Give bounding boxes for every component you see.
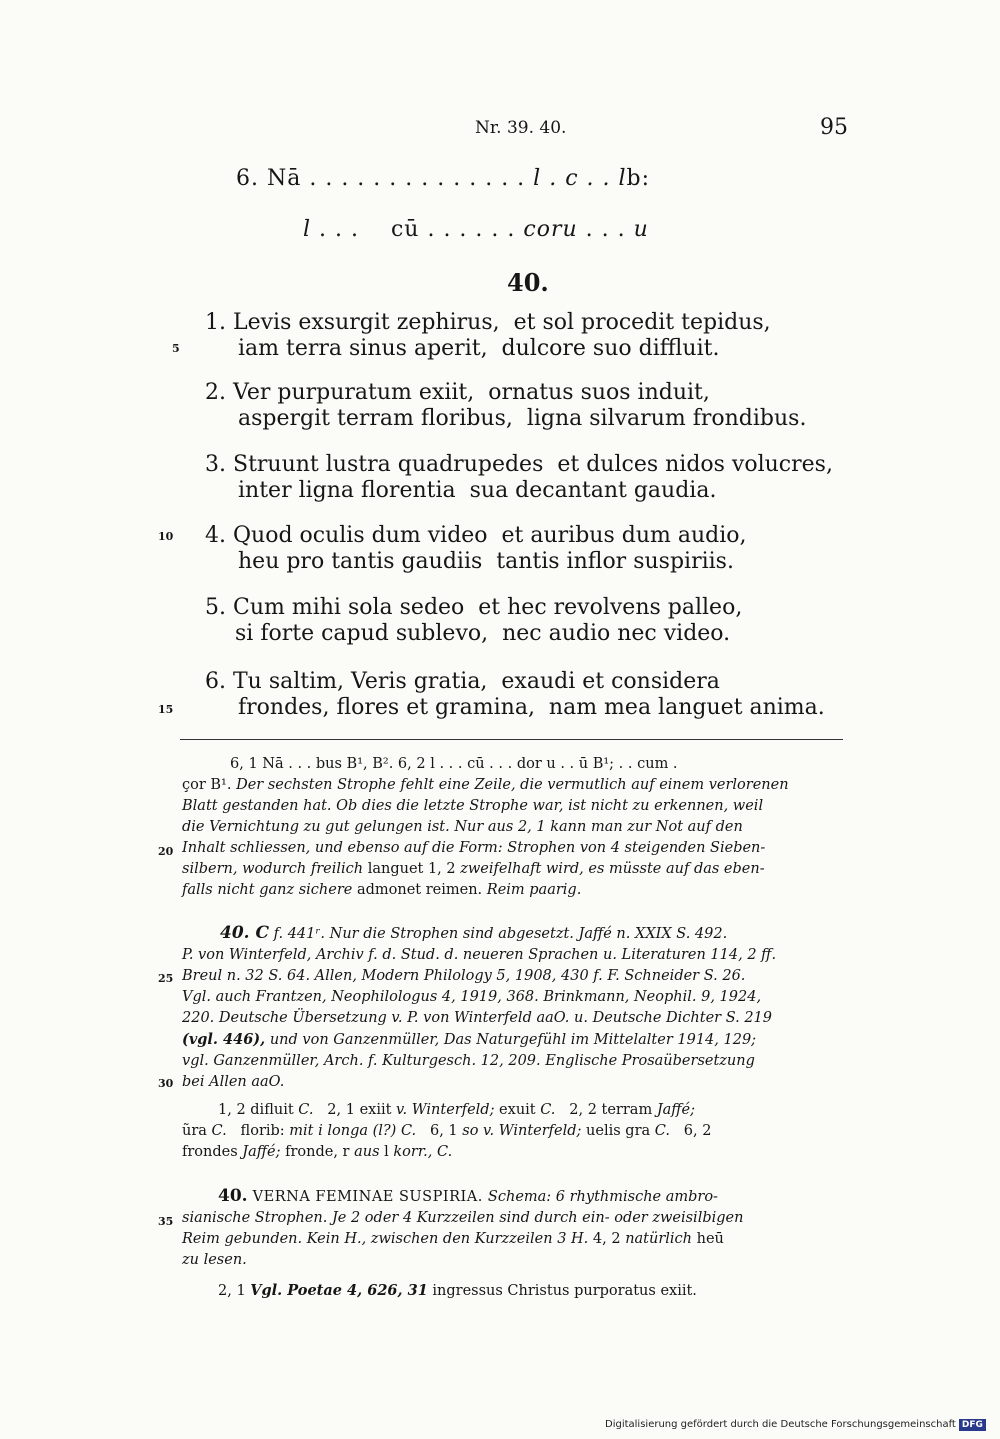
note-line [182, 775, 844, 796]
note-text: languet 1, 2 [363, 861, 461, 877]
verse: Tu saltim, Veris gratia, exaudi et considera [233, 669, 720, 694]
lacuna-text: . c . . [541, 166, 619, 191]
lacuna-text: l [533, 166, 542, 191]
verse: Quod oculis dum video et auribus dum audio, [233, 523, 747, 548]
note-text: und von Ganzenmüller, Das Naturgefühl im Mittelalter 1914, 129; [265, 1032, 757, 1048]
note-line [182, 923, 844, 945]
stanza-number: 5. [205, 595, 226, 620]
footnote-divider [180, 739, 843, 740]
note-text: 2, 2 terram [555, 1102, 657, 1118]
note-line: Inhalt schliessen, und ebenso auf die Form: Strophen von 4 steigenden Sieben- [182, 840, 766, 856]
note-text: falls nicht ganz sichere [182, 882, 353, 898]
note-line [182, 859, 844, 880]
stanza-number: 2. [205, 380, 226, 405]
note-text: Jaffé; [242, 1144, 281, 1160]
note-line: Breul n. 32 S. 64. Allen, Modern Philology 5, 1908, 430 f. F. Schneider S. 26. [182, 968, 746, 984]
dfg-logo: DFG [959, 1419, 986, 1431]
line-number: 30 [158, 1077, 174, 1090]
note-line [182, 1229, 844, 1250]
commentary-note-40 [182, 1186, 844, 1271]
note-line: die Vernichtung zu gut gelungen ist. Nur aus 2, 1 kann man zur Not auf den [182, 819, 743, 835]
stanza-line [196, 452, 833, 477]
page-number: 95 [820, 115, 848, 140]
note-text: Schema: 6 rhythmische ambro- [487, 1189, 718, 1205]
lacuna-text: l [618, 166, 627, 191]
line-number: 35 [158, 1215, 174, 1228]
lacuna-text: l [303, 217, 312, 242]
lacuna-text: coru [523, 217, 578, 242]
note-text: 2, 1 exiit [313, 1102, 397, 1118]
note-text: Vgl. Poetae 4, 626, 31 [250, 1282, 428, 1299]
stanza-line: inter ligna florentia sua decantant gaudia. [238, 478, 717, 503]
note-line [182, 1280, 844, 1302]
note-text: Reim paarig. [486, 882, 582, 898]
note-text: natürlich [625, 1231, 693, 1247]
note-text: 1, 2 difluit [218, 1102, 299, 1118]
stanza-line: si forte capud sublevo, nec audio nec video. [235, 621, 731, 646]
verse: Cum mihi sola sedeo et hec revolvens palleo, [233, 595, 743, 620]
note-line [182, 1186, 844, 1208]
lacuna-line-1 [236, 166, 650, 191]
note-text: 4, 2 [588, 1231, 626, 1247]
stanza-line: iam terra sinus aperit, dulcore suo diffluit. [238, 336, 720, 361]
stanza-line: frondes, flores et gramina, nam mea languet anima. [238, 695, 825, 720]
note-text: admonet reimen. [352, 882, 487, 898]
note-text: v. Winterfeld; [396, 1102, 495, 1118]
note-text: heū [692, 1231, 724, 1247]
note-text: frondes [182, 1144, 243, 1160]
note-line: vgl. Ganzenmüller, Arch. f. Kulturgesch. 12, 209. Englische Prosaübersetzung [182, 1053, 755, 1069]
note-text: l [379, 1144, 394, 1160]
lacuna-text: 6. Nā [236, 166, 302, 191]
note-text: mit i longa (l?) C. [289, 1123, 417, 1139]
stanza-line [196, 380, 710, 405]
verse: Struunt lustra quadrupedes et dulces nidos volucres, [233, 452, 833, 477]
note-text: Jaffé; [656, 1102, 696, 1118]
note-line: bei Allen aaO. [182, 1074, 285, 1090]
bibliography-note-40 [182, 923, 844, 1093]
lacuna-text: u [633, 217, 649, 242]
line-number: 5 [172, 342, 180, 355]
funding-text: Digitalisierung gefördert durch die Deutsche Forschungsgemeinschaft [605, 1419, 956, 1430]
line-number: 15 [158, 703, 174, 716]
note-line [182, 1121, 844, 1142]
verse: Ver purpuratum exiit, ornatus suos induit, [233, 380, 710, 405]
lacuna-text: b: [626, 166, 651, 191]
lacuna-text: . . . [577, 217, 634, 242]
note-line [182, 1142, 844, 1163]
note-text: aus [354, 1144, 380, 1160]
note-line: 6, 1 Nā . . . bus B¹, B². 6, 2 l . . . cū . . . dor u . . ū B¹; . . cum . [230, 756, 678, 772]
note-text: korr., C. [393, 1144, 453, 1160]
note-text: C. [211, 1123, 227, 1139]
note-line [182, 1100, 844, 1121]
line-number: 10 [158, 530, 174, 543]
note-title: VERNA FEMINAE SUSPIRIA. [247, 1189, 488, 1205]
source-note-40 [182, 1280, 844, 1302]
note-text: ũra [182, 1123, 212, 1139]
note-line: Vgl. auch Frantzen, Neophilologus 4, 1919, 368. Brinkmann, Neophil. 9, 1924, [182, 989, 762, 1005]
lacuna-text: . . . . . . . . . . . . . . [301, 166, 534, 191]
verse: Levis exsurgit zephirus, et sol procedit tepidus, [233, 310, 771, 335]
note-text: 6, 1 [416, 1123, 463, 1139]
stanza-line: heu pro tantis gaudiis tantis inflor suspiriis. [238, 549, 734, 574]
funding-footer [605, 1419, 986, 1431]
lacuna-text: . . . cū . . . . . . [311, 217, 524, 242]
note-text: fronde, r [280, 1144, 355, 1160]
note-line [182, 1029, 844, 1051]
note-line [182, 880, 844, 901]
stanza-line: aspergit terram floribus, ligna silvarum frondibus. [238, 406, 807, 431]
note-text: f. 441ʳ. Nur die Strophen sind abgesetzt. Jaffé n. XXIX S. 492. [269, 926, 728, 942]
stanza-number: 6. [205, 669, 226, 694]
running-header: Nr. 39. 40. [475, 118, 567, 138]
stanza-number: 1. [205, 310, 226, 335]
note-text: C. [540, 1102, 556, 1118]
note-line: P. von Winterfeld, Archiv f. d. Stud. d. neueren Sprachen u. Literaturen 114, 2 ff. [182, 947, 777, 963]
note-text: silbern, wodurch freilich [182, 861, 364, 877]
note-line: sianische Strophen. Je 2 oder 4 Kurzzeilen sind durch ein- oder zweisilbigen [182, 1210, 744, 1226]
note-text: 6, 2 [669, 1123, 712, 1139]
note-text: C. [298, 1102, 314, 1118]
note-text: Reim gebunden. Kein H., zwischen den Kurzzeilen 3 H. [182, 1231, 589, 1247]
lacuna-line-2 [287, 192, 649, 242]
line-number: 25 [158, 972, 174, 985]
note-text: zweifelhaft wird, es müsste auf das eben- [460, 861, 765, 877]
note-line: Blatt gestanden hat. Ob dies die letzte Strophe war, ist nicht zu erkennen, weil [182, 798, 764, 814]
apparatus-note-39 [182, 754, 844, 901]
note-text: C. [654, 1123, 670, 1139]
note-text: florib: [226, 1123, 290, 1139]
note-heading: 40. C [220, 923, 270, 943]
note-text: so v. Winterfeld; [462, 1123, 582, 1139]
note-heading: 40. [218, 1186, 248, 1206]
poem-number: 40. [507, 268, 549, 297]
stanza-number: 4. [205, 523, 226, 548]
note-text: (vgl. 446), [182, 1031, 266, 1048]
stanza-line [196, 523, 747, 548]
variant-readings-40 [182, 1100, 844, 1163]
line-number: 20 [158, 845, 174, 858]
stanza-line [196, 669, 720, 694]
stanza-line [196, 310, 771, 335]
note-line: zu lesen. [182, 1252, 247, 1268]
note-text: exuit [494, 1102, 541, 1118]
note-text: uelis gra [581, 1123, 655, 1139]
note-line: 220. Deutsche Übersetzung v. P. von Winterfeld aaO. u. Deutsche Dichter S. 219 [182, 1010, 773, 1026]
note-text: çor B¹. [182, 777, 232, 793]
note-text: ingressus Christus purporatus exiit. [427, 1283, 697, 1299]
note-text: Der sechsten Strophe fehlt eine Zeile, die vermutlich auf einem verlorenen [231, 777, 789, 793]
stanza-line [196, 595, 742, 620]
stanza-number: 3. [205, 452, 226, 477]
note-text: 2, 1 [218, 1283, 251, 1299]
